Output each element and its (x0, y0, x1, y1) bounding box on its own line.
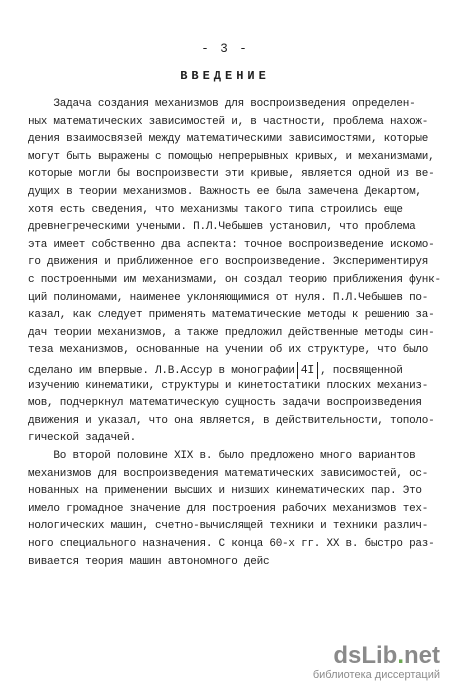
text-line (28, 239, 438, 251)
text-line-content: го движения и приближенное его воспроизведение. Экспериментируя (28, 256, 429, 269)
text-line-content: эта имеет собственно два аспекта: точное воспроизведение искомо- (28, 238, 435, 251)
text-line-content: дач теории механизмов, а также предложил действенные методы син- (28, 326, 435, 339)
text-line-content: ных математических зависимостей и, в частности, проблема нахож- (28, 115, 429, 128)
text-line (28, 292, 438, 304)
text-line-content: нованных на применении высших и низших кинематических пар. Это (28, 485, 422, 498)
text-line-content: сделано им впервые. Л.В.Ассур в монографии (28, 365, 295, 377)
text-line-content: ций полиномами, наименее уклоняющимися от нуля. П.Л.Чебышев по- (28, 291, 429, 304)
text-line-content: могут быть выражены с помощью непрерывных кривых, и механизмами, (28, 150, 435, 163)
text-line-content: дения взаимосвязей между математическими зависимостями, которые (28, 133, 429, 146)
text-line (28, 186, 438, 198)
page-number: - 3 - (201, 42, 249, 56)
text-line (28, 256, 438, 268)
text-line (28, 168, 438, 180)
text-line (28, 450, 438, 462)
text-line-content: нологических машин, счетно-вычислящей техники и техники различ- (28, 520, 429, 533)
text-line (28, 380, 438, 392)
text-line (28, 344, 438, 356)
text-line (28, 151, 438, 163)
text-line-content: дущих в теории механизмов. Важность ее была замечена Декартом, (28, 186, 422, 198)
text-line (28, 503, 438, 515)
text-line (28, 116, 438, 128)
logo-tld: net (404, 642, 440, 669)
text-line-content: с построенными им механизмами, он создал теорию приближения функ- (28, 274, 441, 286)
text-line-content: имело громадное значение для построения рабочих механизмов тех- (28, 502, 429, 515)
text-line (28, 415, 438, 427)
citation-reference: 4I (297, 362, 318, 379)
watermark-subtitle: библиотека диссертаций (312, 669, 440, 681)
logo-main: dsLib (333, 642, 398, 669)
text-line (28, 362, 438, 379)
text-line (28, 432, 438, 444)
text-line-content: движения и указал, что она является, в действительности, тополо- (28, 414, 435, 427)
text-line (28, 133, 438, 145)
text-line-content: гической задачей. (28, 432, 136, 445)
text-line (28, 556, 438, 568)
text-line (28, 327, 438, 339)
text-line-content: ного специального назначения. С конца 60-х гг. XX в. быстро раз- (28, 538, 435, 550)
text-line-content: изучению кинематики, структуры и кинетостатики плоских механиз- (28, 379, 429, 392)
text-line-content: Во второй половине XIX в. было предложено много вариантов (28, 450, 416, 462)
watermark (300, 642, 440, 682)
text-line-content: вивается теория машин автономного дейс (28, 555, 270, 568)
text-line (28, 309, 438, 321)
text-line-content: механизмов для воспроизведения математических зависимостей, ос- (28, 467, 429, 480)
text-line (28, 221, 438, 233)
text-line (28, 538, 438, 550)
text-line-content: казал, как следует применять математические методы к решению за- (28, 309, 435, 322)
text-line-content: древнегреческими учеными. П.Л.Чебышев установил, что проблема (28, 221, 416, 234)
text-line-content: которые могли бы воспроизвести эти кривые, является одной из ве- (28, 168, 435, 181)
watermark-logo (333, 642, 440, 670)
text-line (28, 98, 438, 110)
text-line (28, 468, 438, 480)
text-line-tail: , посвященной (320, 365, 403, 377)
section-heading: ВВЕДЕНИЕ (180, 69, 270, 83)
text-line-content: хотя есть сведения, что механизмы такого типа строились еще (28, 203, 403, 216)
text-line-content: теза механизмов, основанные на учении об их структуре, что было (28, 344, 429, 357)
text-line-content: Задача создания механизмов для воспроизведения определен- (28, 98, 416, 110)
text-line (28, 520, 438, 532)
text-line (28, 274, 441, 286)
logo-dot: . (397, 642, 404, 669)
text-line (28, 204, 438, 216)
text-line-content: мов, подчеркнул математическую сущность задачи воспроизведения (28, 397, 422, 410)
text-line (28, 397, 438, 409)
text-line (28, 485, 438, 497)
